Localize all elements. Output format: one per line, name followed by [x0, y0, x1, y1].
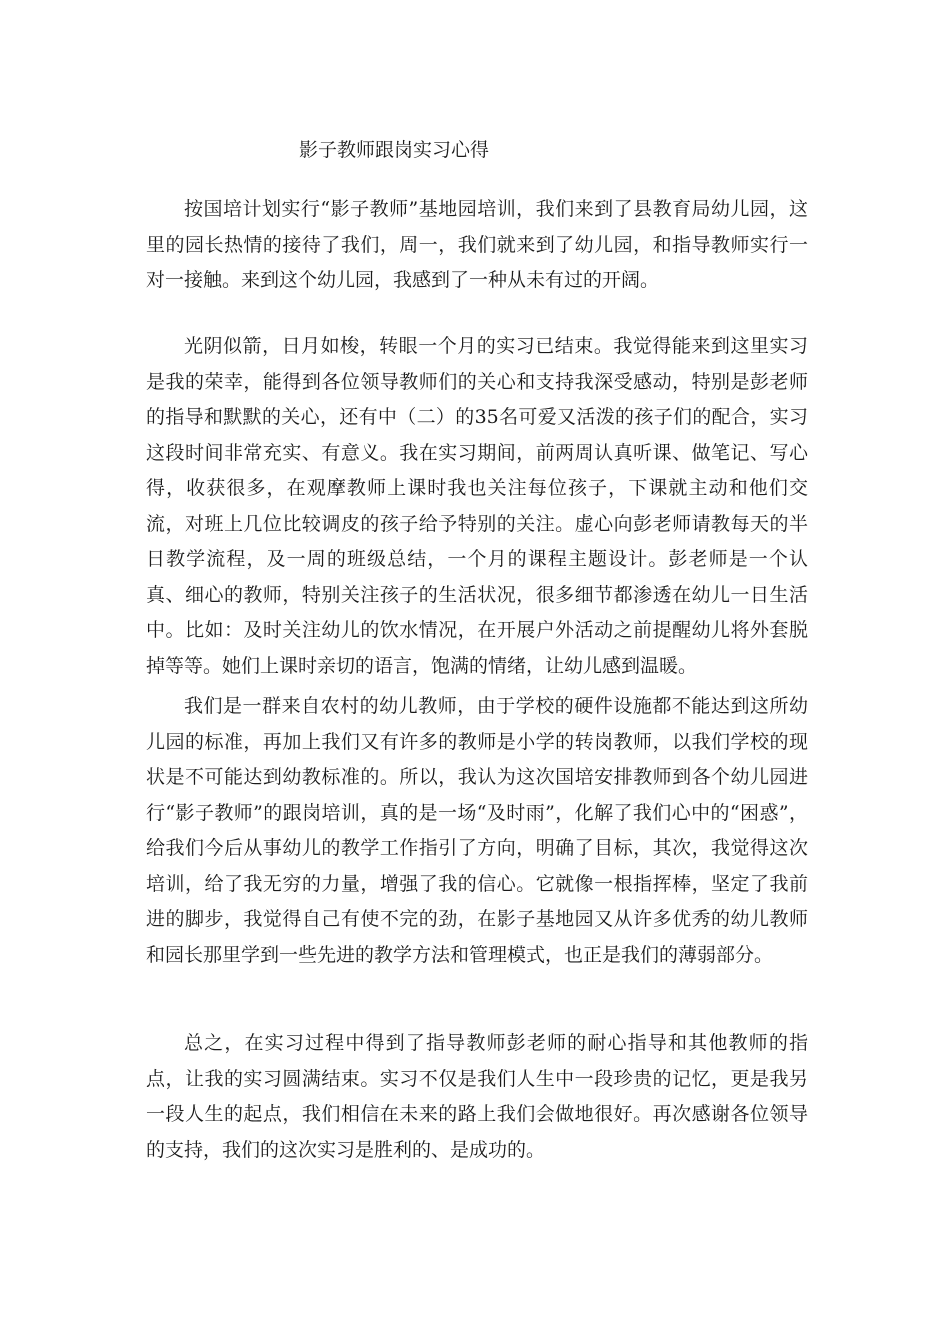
paragraph-intro: 按国培计划实行“影子教师”基地园培训，我们来到了县教育局幼儿园，这里的园长热情的接待了我们，周一，我们就来到了幼儿园，和指导教师实行一对一接触。来到这个幼儿园，我感到了一种从未有过的开阔。: [146, 198, 808, 291]
document-title: 影子教师跟岗实习心得: [299, 139, 490, 161]
paragraph-reflection: 我们是一群来自农村的幼儿教师，由于学校的硬件设施都不能达到这所幼儿园的标准，再加上我们又有许多的教师是小学的转岗教师，以我们学校的现状是不可能达到幼教标准的。所以，我认为这次国培安排教师到各个幼儿园进行“影子教师”的跟岗培训，真的是一场“及时雨”，化解了我们心中的“困惑”，给我们今后从事幼儿的教学工作指引了方向，明确了目标，其次，我觉得这次培训，给了我无穷的力量，增强了我的信心。它就像一根指挥棒，坚定了我前进的脚步，我觉得自己有使不完的劲，在影子基地园又从许多优秀的幼儿教师和园长那里学到一些先进的教学方法和管理模式，也正是我们的薄弱部分。: [146, 695, 808, 966]
paragraph-conclusion: 总之，在实习过程中得到了指导教师彭老师的耐心指导和其他教师的指点，让我的实习圆满结束。实习不仅是我们人生中一段珍贵的记忆，更是我另一段人生的起点，我们相信在未来的路上我们会做地很好。再次感谢各位领导的支持，我们的这次实习是胜利的、是成功的。: [146, 1032, 808, 1161]
paragraph-experience: 光阴似箭，日月如梭，转眼一个月的实习已结束。我觉得能来到这里实习是我的荣幸，能得到各位领导教师们的关心和支持我深受感动，特别是彭老师的指导和默默的关心，还有中（二）的35名可爱又活泼的孩子们的配合，实习这段时间非常充实、有意义。我在实习期间，前两周认真听课、做笔记、写心得，收获很多，在观摩教师上课时我也关注每位孩子，下课就主动和他们交流，对班上几位比较调皮的孩子给予特别的关注。虚心向彭老师请教每天的半日教学流程，及一周的班级总结，一个月的课程主题设计。彭老师是一个认真、细心的教师，特别关注孩子的生活状况，很多细节都渗透在幼儿一日生活中。比如：及时关注幼儿的饮水情况，在开展户外活动之前提醒幼儿将外套脱掉等等。她们上课时亲切的语言，饱满的情绪，让幼儿感到温暖。: [146, 335, 808, 677]
